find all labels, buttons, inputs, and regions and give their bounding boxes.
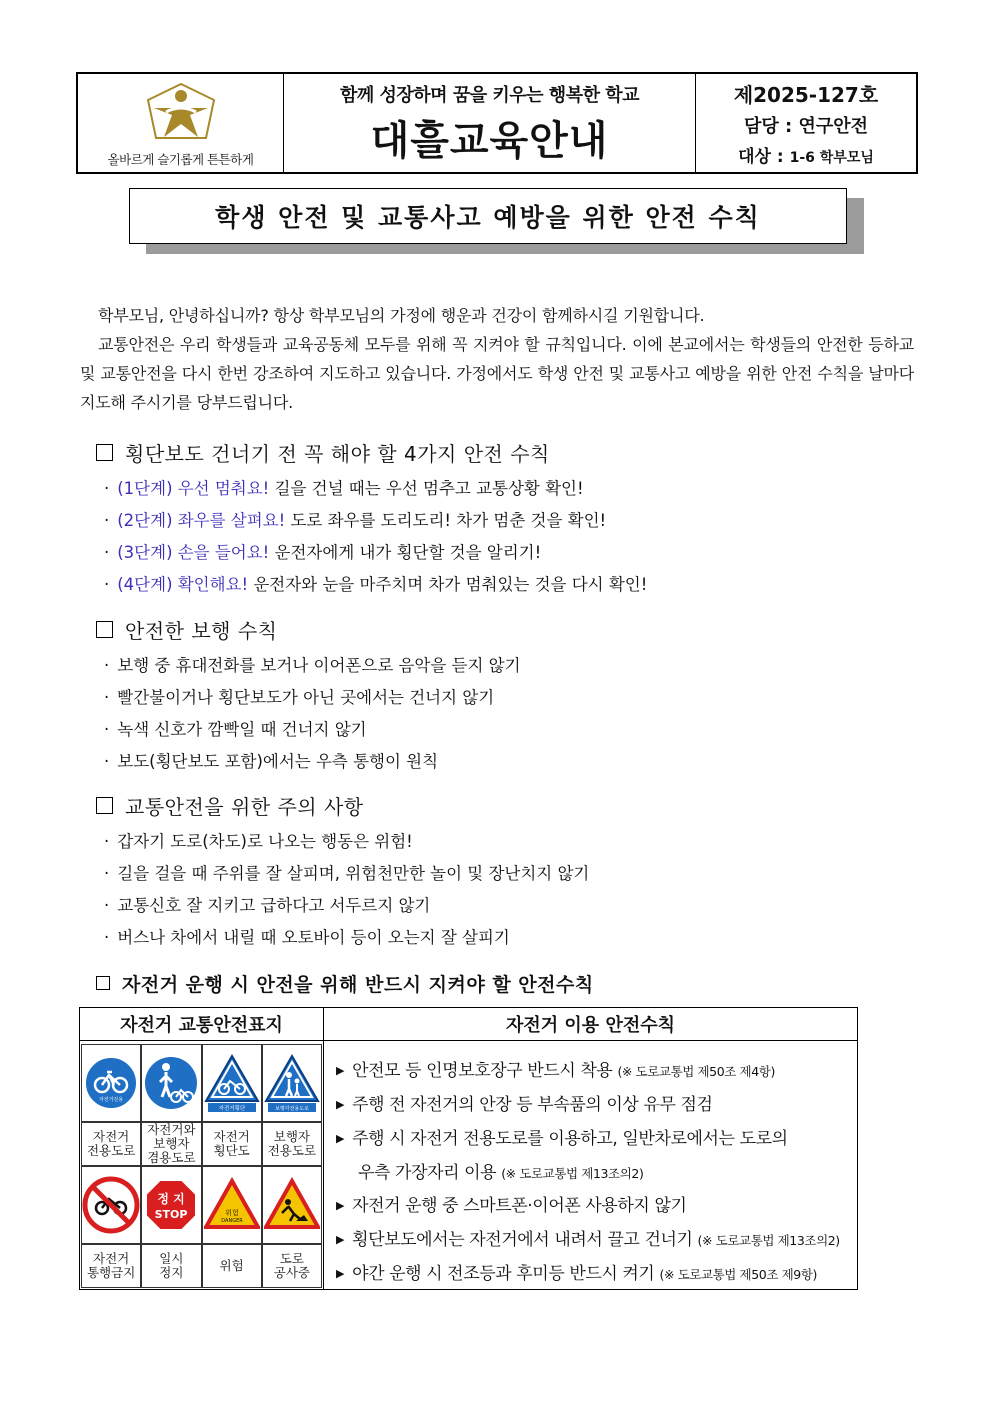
section-title: 자전거 운행 시 안전을 위해 반드시 지켜야 할 안전수칙 [122, 973, 594, 996]
triangle-bullet-icon: ▶ [336, 1064, 345, 1077]
bicycle-only-sign-icon [83, 1055, 139, 1111]
sign-label [141, 1244, 201, 1288]
sign-image-row [81, 1044, 322, 1122]
bicycle-safety-table [79, 1007, 858, 1290]
list-item [96, 569, 896, 601]
step-text: 운전자와 눈을 마주치며 차가 멈춰있는 것을 다시 확인! [248, 575, 648, 594]
rule-text: 횡단보도에서는 자전거에서 내려서 끌고 건너기 [352, 1230, 693, 1250]
sign-text: DANGER [220, 1218, 243, 1224]
list-item [336, 1258, 857, 1292]
list-item [336, 1224, 857, 1258]
label-line: 공사중 [273, 1265, 310, 1280]
list-item [96, 746, 896, 778]
triangle-bullet-icon: ▶ [336, 1132, 345, 1145]
label-line: 보행자 [273, 1129, 310, 1144]
step-text: 도로 좌우를 도리도리! 차가 멈춘 것을 확인! [285, 511, 607, 530]
bullet-dot-icon: · [104, 864, 110, 883]
rule-text: 주행 전 자전거의 안장 등 부속품의 이상 유무 점검 [352, 1095, 713, 1115]
bullet-dot-icon: · [104, 656, 110, 675]
label-line: 겸용도로 [147, 1150, 196, 1165]
section-heading [96, 437, 896, 467]
label-line: 통행금지 [86, 1265, 136, 1280]
rule-text: 길을 걸을 때 주위를 잘 살피며, 위험천만한 놀이 및 장난치지 않기 [117, 864, 590, 883]
crosswalk-rules-list [96, 473, 896, 601]
sign-text: 자전거전용 [99, 1097, 124, 1103]
sign-label-row [81, 1244, 322, 1288]
law-reference: (※ 도로교통법 제13조의2) [501, 1166, 644, 1181]
section-heading [96, 790, 896, 820]
bullet-dot-icon: · [104, 511, 110, 530]
intro-paragraph-2: 교통안전은 우리 학생들과 교육공동체 모두를 위해 꼭 지켜야 할 규칙입니다. 이에 본교에서는 학생들의 안전한 등하교 및 교통안전을 다시 한번 강조하여 지도하고 있습니다. 가정에서도 학생 안전 및 교통사고 예방을 위한 안전 수칙을 날마다 지도해 주시기를 당부드립니다. [80, 335, 914, 412]
bullet-dot-icon: · [104, 896, 110, 915]
bullet-dot-icon: · [104, 688, 110, 707]
rule-text: 야간 운행 시 전조등과 후미등 반드시 켜기 [352, 1264, 655, 1284]
sign-cell [202, 1044, 262, 1122]
law-reference: (※ 도로교통법 제13조의2) [697, 1233, 840, 1248]
school-motto: 올바르게 슬기롭게 튼튼하게 [107, 152, 254, 167]
label-line: 위험 [219, 1258, 244, 1273]
school-logo-area [78, 74, 284, 172]
sign-cell [141, 1166, 201, 1244]
checkbox-square-icon [96, 444, 113, 461]
label-line: 정지 [159, 1265, 184, 1280]
bullet-dot-icon: · [104, 832, 110, 851]
label-line: 도로 [279, 1251, 304, 1266]
sign-cell [262, 1044, 322, 1122]
pedestrian-road-sign-icon [264, 1053, 320, 1113]
rule-text: 보도(횡단보도 포함)에서는 우측 통행이 원칙 [117, 752, 439, 771]
label-line: 일시 [159, 1251, 184, 1266]
sign-label [202, 1244, 262, 1288]
manager-info: 담당 : 연구안전 [743, 116, 869, 137]
sign-text: 위험 [224, 1209, 239, 1217]
column-header-rules: 자전거 이용 안전수칙 [505, 1015, 676, 1036]
label-line: 자전거 [93, 1129, 130, 1144]
list-item [96, 826, 896, 858]
rule-text: 자전거 운행 중 스마트폰·이어폰 사용하지 않기 [352, 1196, 687, 1216]
list-item [336, 1190, 857, 1224]
rule-text: 빨간불이거나 횡단보도가 아닌 곳에서는 건너지 않기 [117, 688, 495, 707]
section-crosswalk [96, 437, 896, 601]
sign-label [81, 1244, 141, 1288]
intro-paragraph-1: 학부모님, 안녕하십니까? 항상 학부모님의 가정에 행운과 건강이 함께하시길 기원합니다. [98, 306, 705, 325]
intro-text [80, 301, 914, 417]
sign-text: 정 지 [157, 1192, 186, 1206]
label-line: 자전거 [93, 1251, 130, 1266]
triangle-bullet-icon: ▶ [336, 1199, 345, 1212]
label-line: 횡단도 [213, 1143, 250, 1158]
target-label: 대상 : [738, 147, 790, 167]
target-info [738, 142, 874, 167]
list-item [336, 1123, 857, 1157]
list-item [96, 473, 896, 505]
section-heading [96, 968, 896, 998]
label-line: 보행자 [153, 1136, 190, 1151]
step-label: (1단계) 우선 멈춰요! [117, 479, 270, 498]
column-header-signs: 자전거 교통안전표지 [80, 1008, 324, 1040]
section-walking [96, 614, 896, 778]
bullet-dot-icon: · [104, 720, 110, 739]
bullet-dot-icon: · [104, 543, 110, 562]
sign-text: 자전거횡단 [218, 1106, 245, 1112]
sign-image-row [81, 1166, 322, 1244]
rule-text: 주행 시 자전거 전용도로를 이용하고, 일반차로에서는 도로의 [352, 1129, 788, 1149]
rule-text: 안전모 등 인명보호장구 반드시 착용 [352, 1061, 613, 1081]
header-info-area [696, 74, 916, 172]
list-item [96, 650, 896, 682]
no-bicycle-sign-icon [82, 1176, 140, 1234]
sign-label [262, 1244, 322, 1288]
sign-cell [141, 1044, 201, 1122]
label-line: 자전거 [213, 1129, 250, 1144]
walking-rules-list [96, 650, 896, 778]
list-item [96, 505, 896, 537]
list-item-continued [336, 1157, 857, 1190]
label-line: 자전거와 [147, 1122, 196, 1137]
step-label: (3단계) 손을 들어요! [117, 543, 270, 562]
bullet-dot-icon: · [104, 752, 110, 771]
traffic-signs-grid [80, 1041, 324, 1289]
document-title: 학생 안전 및 교통사고 예방을 위한 안전 수칙 [129, 188, 847, 244]
table-body [80, 1041, 857, 1289]
issue-number: 제2025-127호 [733, 83, 879, 107]
bullet-dot-icon: · [104, 928, 110, 947]
rule-text: 녹색 신호가 깜빡일 때 건너지 않기 [117, 720, 367, 739]
rule-text: 갑자기 도로(차도)로 나오는 행동은 위험! [117, 832, 413, 851]
sign-text: 보행자전용도로 [274, 1106, 309, 1112]
step-label: (4단계) 확인해요! [117, 575, 249, 594]
sign-label [202, 1122, 262, 1166]
table-header-row [80, 1008, 857, 1041]
triangle-bullet-icon: ▶ [336, 1098, 345, 1111]
newsletter-title: 대흘교육안내 [370, 117, 609, 164]
sign-label [81, 1122, 141, 1166]
law-reference: (※ 도로교통법 제50조 제4항) [617, 1064, 775, 1079]
school-slogan: 함께 성장하며 꿈을 키우는 행복한 학교 [339, 84, 640, 106]
checkbox-square-icon [96, 621, 113, 638]
bullet-dot-icon: · [104, 479, 110, 498]
sign-cell [202, 1166, 262, 1244]
section-bicycle [96, 968, 896, 998]
sign-label-row [81, 1122, 322, 1166]
section-title: 안전한 보행 수칙 [125, 618, 278, 643]
label-line: 전용도로 [267, 1143, 317, 1158]
checkbox-square-icon [96, 976, 110, 990]
triangle-bullet-icon: ▶ [336, 1267, 345, 1280]
list-item [96, 682, 896, 714]
sign-cell [81, 1166, 141, 1244]
bullet-dot-icon: · [104, 575, 110, 594]
label-line: 전용도로 [86, 1143, 136, 1158]
road-work-sign-icon [264, 1177, 320, 1233]
bicycle-rules-list [324, 1041, 857, 1289]
section-title: 횡단보도 건너기 전 꼭 해야 할 4가지 안전 수칙 [125, 441, 550, 466]
list-item [96, 714, 896, 746]
step-text: 길을 건널 때는 우선 멈추고 교통상황 확인! [269, 479, 584, 498]
checkbox-square-icon [96, 797, 113, 814]
sign-label [141, 1122, 201, 1166]
section-heading [96, 614, 896, 644]
section-title: 교통안전을 위한 주의 사항 [125, 794, 364, 819]
school-emblem-icon [146, 82, 216, 144]
bicycle-pedestrian-sign-icon [143, 1055, 199, 1111]
header-title-area [284, 74, 696, 172]
triangle-bullet-icon: ▶ [336, 1233, 345, 1246]
step-text: 운전자에게 내가 횡단할 것을 알리기! [269, 543, 542, 562]
section-caution [96, 790, 896, 954]
sign-cell [81, 1044, 141, 1122]
danger-sign-icon [204, 1177, 260, 1233]
target-value: 1-6 학부모님 [789, 150, 874, 166]
list-item [96, 858, 896, 890]
newsletter-header [76, 72, 918, 174]
list-item [96, 922, 896, 954]
list-item [96, 890, 896, 922]
sign-label [262, 1122, 322, 1166]
list-item [336, 1055, 857, 1089]
rule-text: 우측 가장자리 이용 [358, 1163, 497, 1183]
list-item [96, 537, 896, 569]
sign-cell [262, 1166, 322, 1244]
law-reference: (※ 도로교통법 제50조 제9항) [659, 1267, 817, 1282]
caution-rules-list [96, 826, 896, 954]
stop-sign-icon [143, 1177, 199, 1233]
step-label: (2단계) 좌우를 살펴요! [117, 511, 286, 530]
rule-text: 버스나 차에서 내릴 때 오토바이 등이 오는지 잘 살피기 [117, 928, 510, 947]
bicycle-crossing-sign-icon [204, 1053, 260, 1113]
rule-text: 보행 중 휴대전화를 보거나 이어폰으로 음악을 듣지 않기 [117, 656, 521, 675]
rule-text: 교통신호 잘 지키고 급하다고 서두르지 않기 [117, 896, 431, 915]
sign-text: STOP [154, 1208, 188, 1221]
list-item [336, 1089, 857, 1123]
